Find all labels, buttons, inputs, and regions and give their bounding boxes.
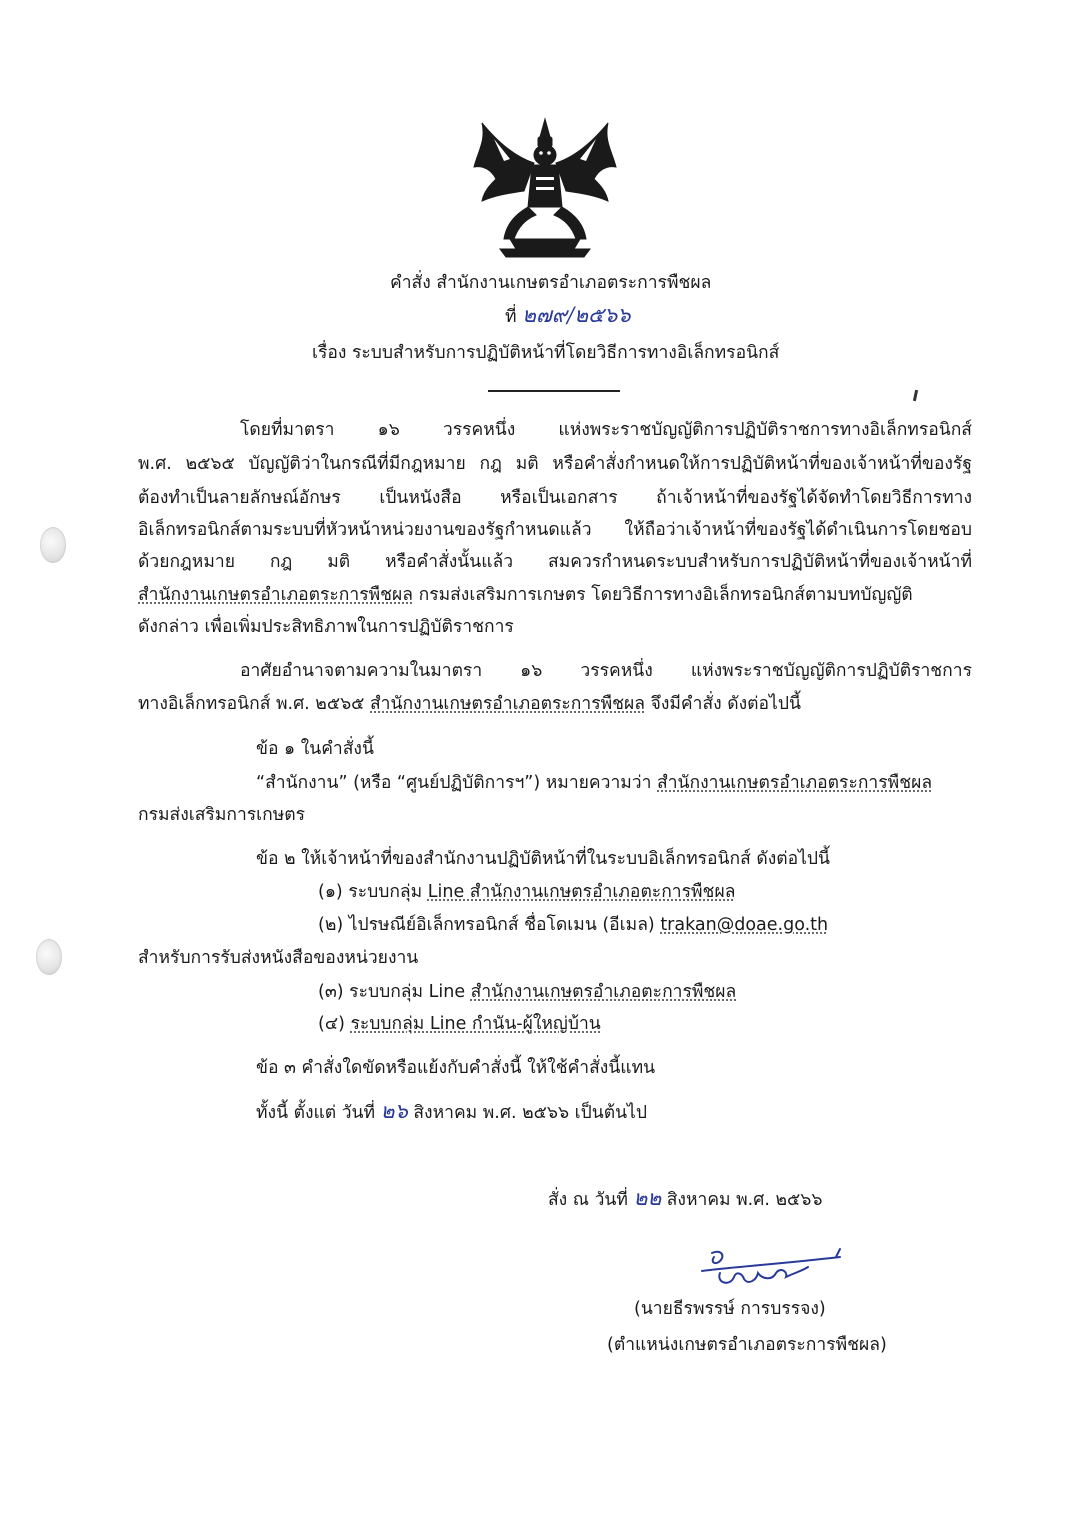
item1-def-office: สำนักงานเกษตรอำเภอตระการพืชผล	[657, 773, 933, 793]
garuda-emblem-icon	[470, 115, 620, 260]
item2-sub-2-cont: สำหรับการรับส่งหนังสือของหน่วยงาน	[138, 948, 419, 968]
item1-def-cont: กรมส่งเสริมการเกษตร	[138, 805, 306, 825]
effective-day: ๒๖	[380, 1099, 408, 1123]
order-date	[548, 1186, 822, 1212]
order-date-end: สิงหาคม พ.ศ. ๒๕๖๖	[661, 1190, 823, 1210]
item2-sub-4-value: ระบบกลุ่ม Line กำนัน-ผู้ใหญ่บ้าน	[350, 1014, 601, 1034]
signer-position: (ตำแหน่งเกษตรอำเภอตระการพืชผล)	[607, 1335, 887, 1355]
item1-definition	[256, 771, 932, 795]
signature-icon	[690, 1243, 860, 1291]
p1-line-7: ดังกล่าว เพื่อเพิ่มประสิทธิภาพในการปฏิบัติราชการ	[138, 617, 514, 637]
office-name-ref: สำนักงานเกษตรอำเภอตระการพืชผล	[138, 585, 414, 605]
item3: ข้อ ๓ คำสั่งใดขัดหรือแย้งกับคำสั่งนี้ ให้ใช้คำสั่งนี้แทน	[256, 1058, 656, 1078]
order-title: คำสั่ง สำนักงานเกษตรอำเภอตระการพืชผล	[390, 273, 712, 293]
p1-line-6	[138, 583, 913, 607]
item2-heading: ข้อ ๒ ให้เจ้าหน้าที่ของสำนักงานปฏิบัติหน้าที่ในระบบอิเล็กทรอนิกส์ ดังต่อไปนี้	[256, 849, 830, 869]
ink-speck	[913, 390, 918, 401]
order-date-start: สั่ง ณ วันที่	[548, 1190, 634, 1210]
effective-date	[256, 1099, 647, 1125]
p1-line-4: อิเล็กทรอนิกส์ตามระบบที่หัวหน้าหน่วยงานของรัฐกำหนดแล้ว ให้ถือว่าเจ้าหน้าที่ของรัฐได้ดำเนินการโดยชอบ	[138, 520, 972, 540]
item2-sub-1-label: (๑) ระบบกลุ่ม	[318, 882, 428, 902]
item2-sub-3-label: (๓) ระบบกลุ่ม Line	[318, 982, 471, 1002]
item1-def-start: “สำนักงาน” (หรือ “ศูนย์ปฏิบัติการฯ”) หมายความว่า	[256, 773, 658, 793]
item2-sub-2-label: (๒) ไปรษณีย์อิเล็กทรอนิกส์ ชื่อโดเมน (อีเมล)	[318, 915, 661, 935]
item2-sub-2	[318, 913, 828, 937]
item2-sub-1	[318, 880, 735, 904]
order-number-value: ๒๗๙/๒๕๖๖	[522, 303, 631, 327]
item2-sub-3-value: สำนักงานเกษตรอำเภอตะการพืชผล	[470, 982, 737, 1002]
header-divider	[488, 390, 620, 392]
effective-date-end: สิงหาคม พ.ศ. ๒๕๖๖ เป็นต้นไป	[407, 1103, 647, 1123]
effective-date-start: ทั้งนี้ ตั้งแต่ วันที่	[256, 1103, 381, 1123]
item2-sub-1-value: Line สำนักงานเกษตรอำเภอตะการพืชผล	[427, 882, 736, 902]
punch-hole-top	[40, 527, 66, 563]
office-name-ref-2: สำนักงานเกษตรอำเภอตระการพืชผล	[370, 694, 646, 714]
order-number-line	[505, 303, 631, 329]
p1-line-5: ด้วยกฎหมาย กฎ มติ หรือคำสั่งนั้นแล้ว สมควรกำหนดระบบสำหรับการปฏิบัติหน้าที่ของเจ้าหน้าที่	[138, 552, 972, 572]
item2-email: trakan@doae.go.th	[660, 915, 829, 935]
p1-line-6-rest: กรมส่งเสริมการเกษตร โดยวิธีการทางอิเล็กทรอนิกส์ตามบทบัญญัติ	[413, 585, 913, 605]
p2-line-2	[138, 692, 801, 716]
p1-line-2: พ.ศ. ๒๕๖๕ บัญญัติว่าในกรณีที่มีกฎหมาย กฎ มติ หรือคำสั่งกำหนดให้การปฏิบัติหน้าที่ของเจ้าหน้าที่ของรัฐ	[138, 454, 972, 474]
p1-line-3: ต้องทำเป็นลายลักษณ์อักษร เป็นหนังสือ หรือเป็นเอกสาร ถ้าเจ้าหน้าที่ของรัฐได้จัดทำโดยวิธีการทาง	[138, 488, 972, 508]
p1-line-1: โดยที่มาตรา ๑๖ วรรคหนึ่ง แห่งพระราชบัญญัติการปฏิบัติราชการทางอิเล็กทรอนิกส์	[240, 420, 972, 440]
signer-name: (นายธีรพรรษ์ การบรรจง)	[634, 1299, 826, 1319]
punch-hole-bottom	[36, 939, 62, 975]
order-subject: เรื่อง ระบบสำหรับการปฏิบัติหน้าที่โดยวิธีการทางอิเล็กทรอนิกส์	[312, 343, 780, 363]
p2-line-2-start: ทางอิเล็กทรอนิกส์ พ.ศ. ๒๕๖๕	[138, 694, 370, 714]
item2-sub-4-label: (๔)	[318, 1014, 351, 1034]
p2-line-2-end: จึงมีคำสั่ง ดังต่อไปนี้	[645, 694, 801, 714]
item2-sub-3	[318, 980, 736, 1004]
order-number-prefix: ที่	[505, 307, 517, 327]
order-day: ๒๒	[633, 1186, 662, 1210]
item1-heading: ข้อ ๑ ในคำสั่งนี้	[256, 739, 374, 759]
item2-sub-4	[318, 1012, 601, 1036]
p2-line-1: อาศัยอำนาจตามความในมาตรา ๑๖ วรรคหนึ่ง แห่งพระราชบัญญัติการปฏิบัติราชการ	[240, 661, 972, 681]
